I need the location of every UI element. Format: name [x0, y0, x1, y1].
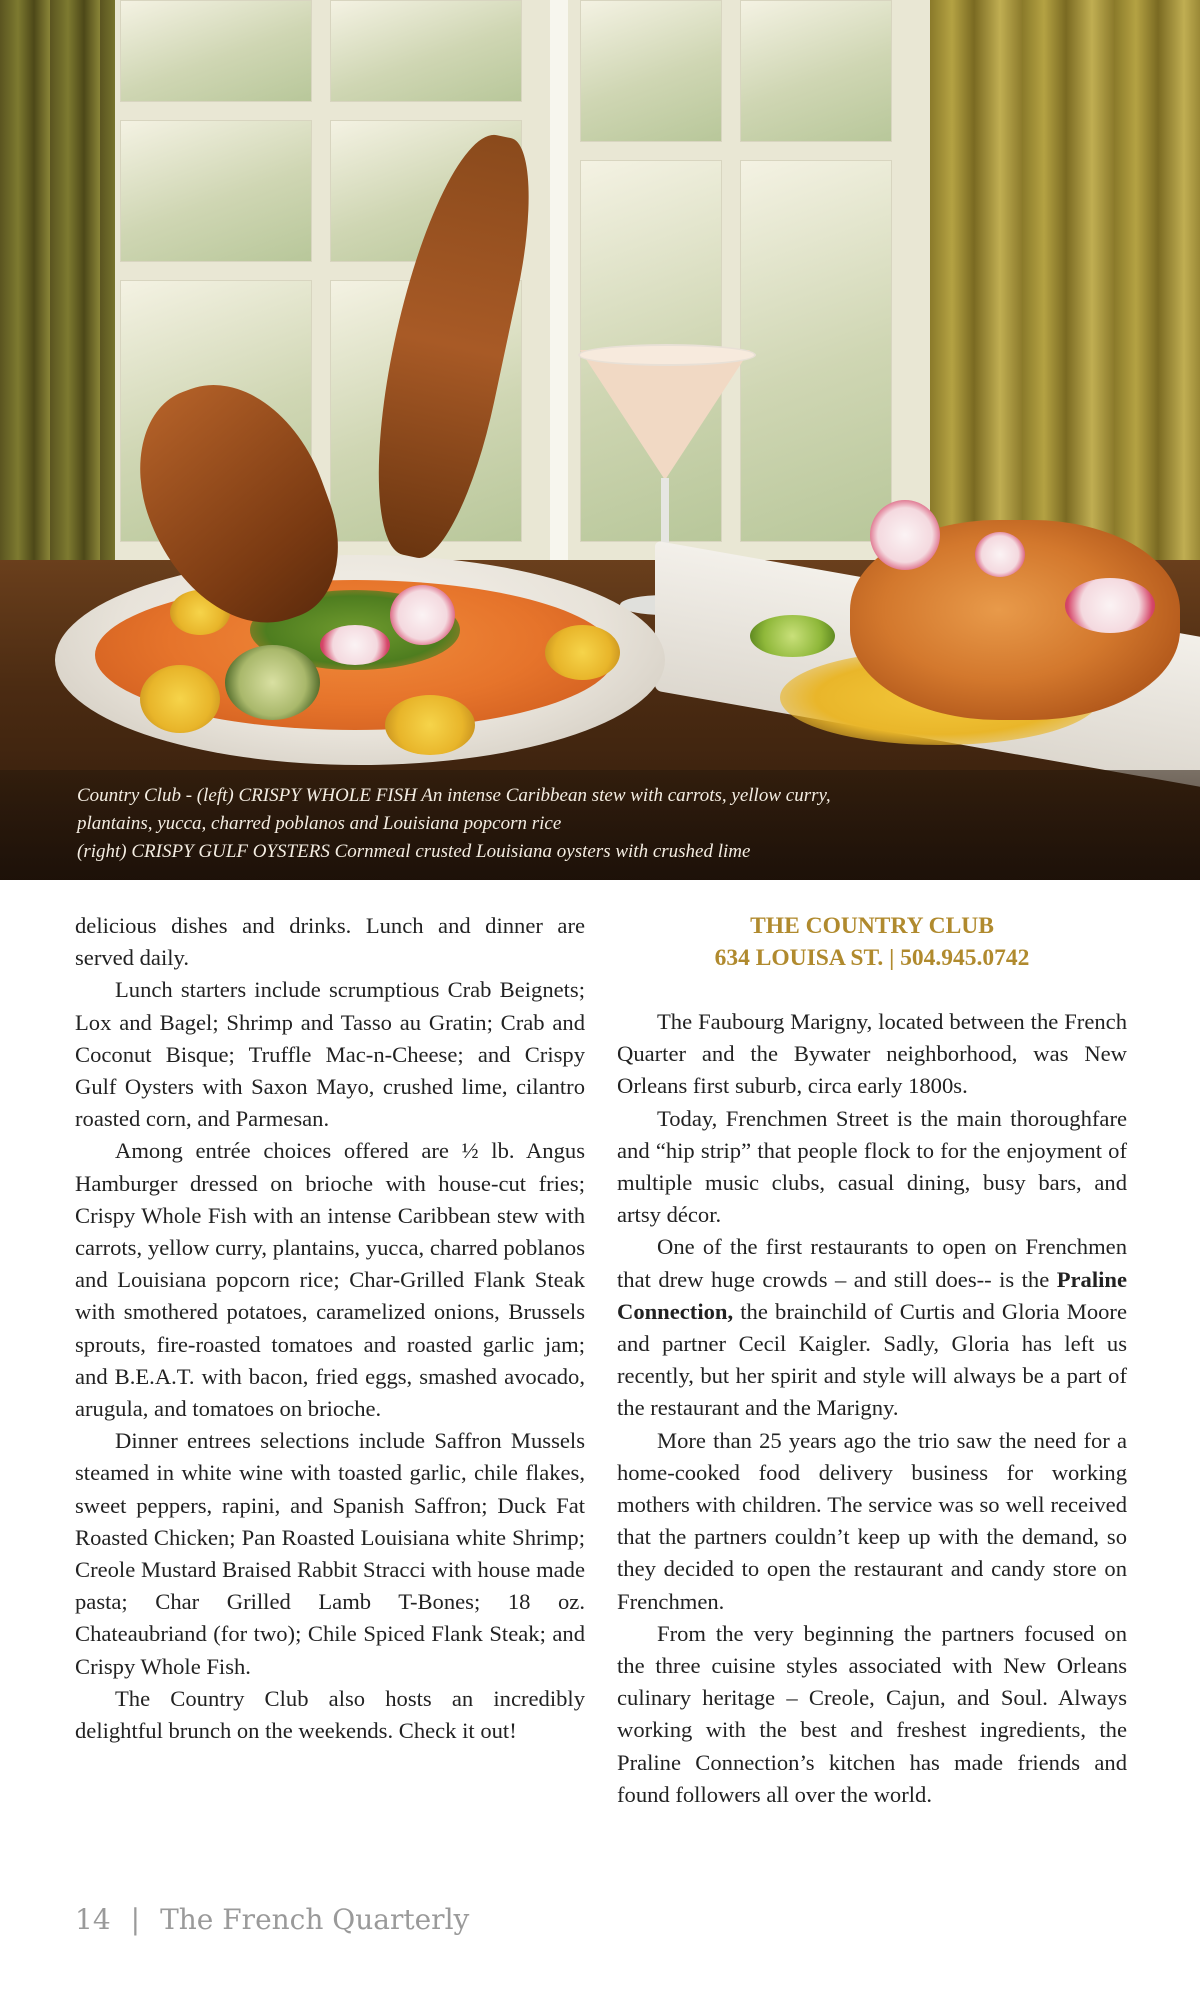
- food-photo: [0, 0, 1200, 880]
- paragraph: Among entrée choices offered are ½ lb. Angus Hamburger dressed on brioche with house-cut fries; Crispy Whole Fish with an intense Caribbean stew with carrots, yellow curry, plantains, yucca, charred poblanos and Louisiana popcorn rice; Char-Grilled Flank Steak with smothered potatoes, caramelized onions, Brussels sprouts, fire-roasted tomatoes and roasted garlic jam; and B.E.A.T. with bacon, fried eggs, smashed avocado, arugula, and tomatoes on brioche.: [75, 1138, 585, 1422]
- paragraph: delicious dishes and drinks. Lunch and dinner are served daily.: [75, 913, 585, 971]
- restaurant-name: THE COUNTRY CLUB: [750, 913, 994, 939]
- praline-connection-name: Praline Connection,: [617, 1266, 1127, 1324]
- caption-line: (right) CRISPY GULF OYSTERS Cornmeal crusted Louisiana oysters with crushed lime: [77, 841, 751, 862]
- photo-caption: [0, 770, 1200, 880]
- paragraph: Today, Frenchmen Street is the main thoroughfare and “hip strip” that people flock to for the enjoyment of multiple music clubs, casual dining, busy bars, and artsy décor.: [617, 1105, 1127, 1228]
- caption-line: plantains, yucca, charred poblanos and Louisiana popcorn rice: [77, 813, 562, 834]
- paragraph: More than 25 years ago the trio saw the need for a home-cooked food delivery business for working mothers with children. The service was so well received that the partners couldn’t keep up with the demand, so they decided to open the restaurant and candy store on Frenchmen.: [617, 1427, 1127, 1614]
- lime-wedge: [750, 615, 835, 657]
- paragraph: Dinner entrees selections include Saffron Mussels steamed in white wine with toasted garlic, chile flakes, sweet peppers, rapini, and Spanish Saffron; Duck Fat Roasted Chicken; Pan Roasted Louisiana white Shrimp; Creole Mustard Braised Rabbit Stracci with house made pasta; Char Grilled Lamb T-Bones; 18 oz. Chateaubriand (for two); Chile Spiced Flank Steak; and Crispy Whole Fish.: [75, 1428, 585, 1679]
- restaurant-heading: [617, 910, 1127, 974]
- paragraph: One of the first restaurants to open on Frenchmen that drew huge crowds – and still does-- is the Praline Connection, the brainchild of Curtis and Gloria Moore and partner Cecil Kaigler. Sadly, Gloria has left us recently, but her spirit and style will always be a part of the restaurant and the Marigny.: [617, 1234, 1127, 1421]
- martini-glass: [580, 350, 750, 480]
- restaurant-address: 634 LOUISA ST. | 504.945.0742: [714, 945, 1030, 971]
- page-footer: [75, 1903, 469, 1936]
- page-number: 14: [75, 1903, 111, 1936]
- right-column: [617, 910, 1127, 1811]
- caption-line: Country Club - (left) CRISPY WHOLE FISH An intense Caribbean stew with carrots, yellow curry,: [77, 785, 831, 806]
- paragraph: The Country Club also hosts an incredibly delightful brunch on the weekends. Check it out!: [75, 1685, 585, 1744]
- footer-separator: |: [130, 1903, 141, 1936]
- paragraph: From the very beginning the partners focused on the three cuisine styles associated with New Orleans culinary heritage – Creole, Cajun, and Soul. Always working with the best and freshest ingredients, the Praline Connection’s kitchen has made friends and found followers all over the world.: [617, 1620, 1127, 1807]
- paragraph: Lunch starters include scrumptious Crab Beignets; Lox and Bagel; Shrimp and Tasso au Gratin; Crab and Coconut Bisque; Truffle Mac-n-Cheese; and Crispy Gulf Oysters with Saxon Mayo, crushed lime, cilantro roasted corn, and Parmesan.: [75, 977, 585, 1132]
- left-column: [75, 910, 585, 1747]
- publication-name: The French Quarterly: [160, 1903, 470, 1936]
- paragraph: The Faubourg Marigny, located between the French Quarter and the Bywater neighborhood, was New Orleans first suburb, circa early 1800s.: [617, 1009, 1127, 1099]
